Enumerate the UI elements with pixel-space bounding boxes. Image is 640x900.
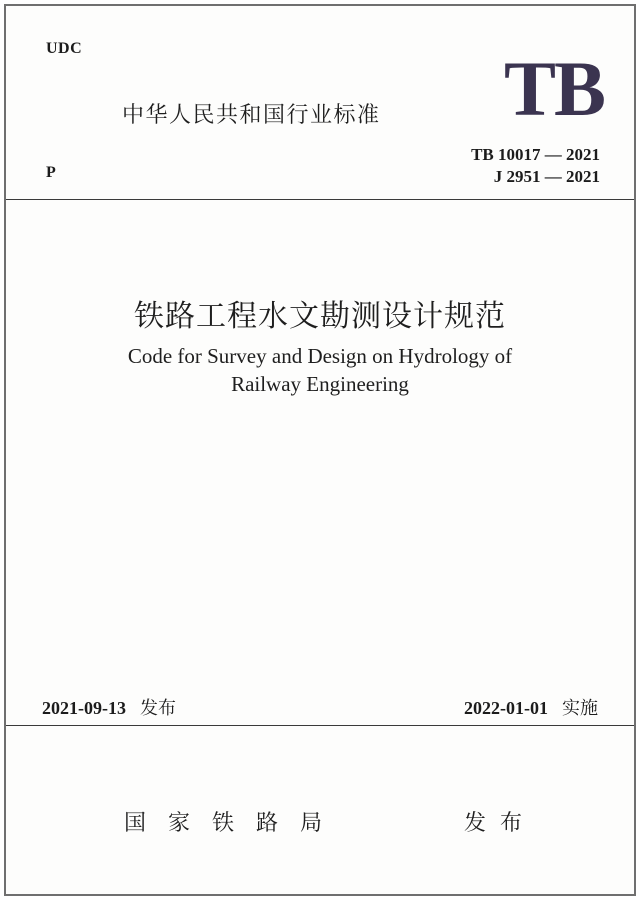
industry-standard-heading: 中华人民共和国行业标准	[122, 103, 381, 128]
header-divider	[6, 199, 634, 200]
implement-label: 实施	[562, 698, 598, 719]
title-english-line-1: Code for Survey and Design on Hydrology of	[127, 344, 513, 368]
title-chinese: 铁路工程水文勘测设计规范	[134, 299, 506, 334]
issue-label: 发布	[140, 698, 176, 719]
classification-label: P	[46, 164, 56, 181]
tb-logo: TB	[503, 45, 604, 132]
implement-date: 2022-01-01	[464, 698, 548, 718]
publish-label: 发布	[464, 811, 537, 836]
issue-date: 2021-09-13	[42, 698, 126, 718]
document-cover	[4, 4, 636, 896]
record-code: J 2951 — 2021	[493, 167, 600, 186]
footer-divider	[6, 725, 634, 726]
standard-code: TB 10017 — 2021	[471, 145, 600, 164]
title-english	[6, 342, 634, 398]
standard-codes	[471, 144, 600, 188]
implement-date-block	[464, 694, 598, 720]
issue-date-block	[42, 694, 176, 720]
title-english-line-2: Railway Engineering	[231, 372, 409, 396]
udc-label: UDC	[46, 40, 83, 57]
publisher-name: 国家铁路局	[124, 811, 345, 836]
